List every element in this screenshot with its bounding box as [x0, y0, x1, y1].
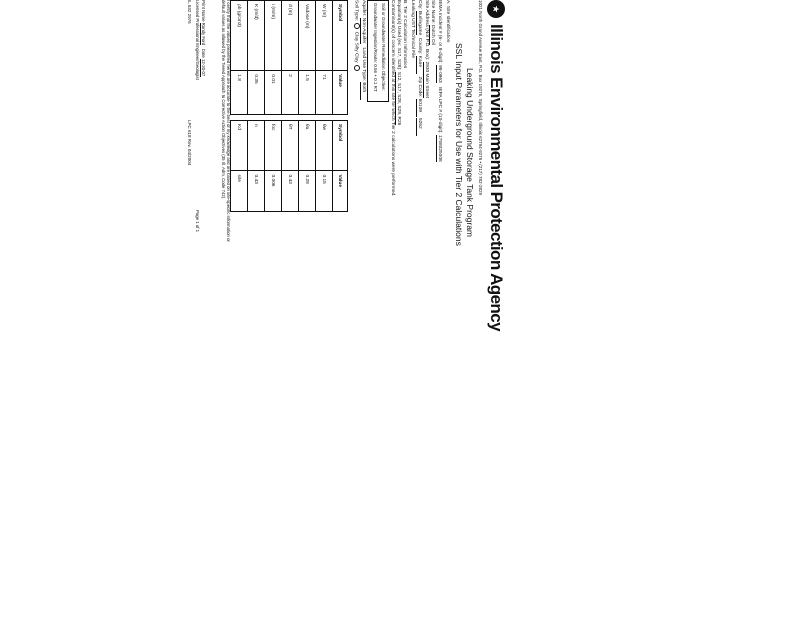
col-header: Symbol: [333, 121, 348, 171]
site-address-label: Site Address (Not P.O. Box):: [424, 0, 429, 61]
address-row: [423, 0, 429, 98]
table-row: [265, 1, 282, 115]
section-b-detail: Contaminant(s) of concern identified at this site for which Tier 2 calculations were performed.: [390, 0, 395, 197]
cell: Vadose (m): [299, 1, 316, 71]
table-row: [316, 1, 333, 115]
table-row: [299, 1, 316, 115]
cell: 1.8: [231, 71, 248, 115]
table-row: [299, 121, 316, 212]
incident-value: 98-0963: [437, 65, 442, 83]
table-row: [282, 121, 299, 212]
remediation-box: [367, 0, 389, 102]
section-b-heading: B. Tier 2 Calculation Information: [402, 0, 407, 69]
cell: ρb (g/cm3): [231, 1, 248, 71]
city-value: Burlingame: [417, 10, 422, 36]
certification-text: I certify that the values presented herein are accurate to the best of my knowledge and are based on site-specific information or default values as allowed by the Tiered Approach to Corrective Action Objectives (35 Ill. Adm. Code 742).: [221, 0, 231, 242]
form-subtitle: SSL Input Parameters for Use with Tier 2 Calculations: [454, 43, 464, 246]
zip-extra: 5262: [416, 118, 422, 136]
date-value: 12-20-07: [201, 59, 206, 77]
city-row: [416, 0, 422, 136]
agency-address: 1021 North Grand Avenue East, P.O. Box 19276, Springfield, Illinois 62794-9276 • (217) 782-2829: [478, 0, 483, 196]
cell: 0.43: [282, 171, 299, 212]
zip-value: 60109: [416, 99, 422, 117]
cell: θT: [282, 121, 299, 171]
equation-label: Equation(s) Used (ex: S17, S28):: [396, 0, 401, 71]
site-name-value: Dutch Oil: [430, 25, 435, 45]
table-row: [231, 121, 248, 212]
cell: 0.006: [265, 171, 282, 212]
aquifer-row: [360, 0, 366, 100]
license-label: Licensed Professional Engineer/Geologist: [195, 0, 200, 80]
city-label: City:: [417, 0, 422, 10]
cell: site: [231, 171, 248, 212]
cell: Kd: [231, 121, 248, 171]
cell: 2: [282, 71, 299, 115]
equation-value: S12, S17, S28, S29, R26: [396, 71, 401, 126]
cell: 1.5: [299, 71, 316, 115]
epa-id-label: IEPA LPC # (10-digit):: [437, 87, 442, 134]
box-line-2: Groundwater Ingestion/Route: 0.56 + 0.1 RT: [373, 3, 378, 92]
parameter-table-right: [230, 120, 348, 212]
reference-rows: [0, 0, 1, 1]
ssl-label: Leaking UST Technical File: [410, 0, 415, 58]
table-row: [282, 1, 299, 115]
col-header: Value: [333, 71, 348, 115]
table-row: [248, 1, 265, 115]
soil-options: Clay Silty Clay: [353, 31, 359, 63]
page-number: Page 1 of 1: [195, 210, 200, 232]
cell: 71: [316, 71, 333, 115]
footer-right: LPC 618 Rev. 04/2004: [187, 120, 192, 166]
sign-name-row: [200, 0, 206, 77]
cell: 0.28: [299, 171, 316, 212]
table-row: [316, 121, 333, 212]
col-header: Symbol: [333, 1, 348, 71]
land-use-value: Both: [360, 82, 366, 100]
cell: θa: [299, 121, 316, 171]
program-title: Leaking Underground Storage Tank Program: [465, 68, 475, 238]
print-name-value: Randy Ford: [201, 22, 206, 46]
cell: 0.15: [316, 171, 333, 212]
cell: K (m/d): [248, 1, 265, 71]
site-name-row: [429, 0, 435, 45]
epa-id-value: 1758025008: [437, 134, 442, 162]
col-header: Value: [333, 171, 348, 212]
box-line-1: Soil or Groundwater Remediation Objective:: [381, 3, 386, 91]
incident-row: [436, 0, 442, 162]
cell: foc: [265, 121, 282, 171]
cell: d (m): [282, 1, 299, 71]
land-use-label: Land Use Type:: [361, 47, 366, 82]
cell: 0.35: [248, 71, 265, 115]
cell: θw: [316, 121, 333, 171]
scanned-form: [86, 0, 506, 331]
cell: 0.01: [265, 71, 282, 115]
table-row: [231, 1, 248, 115]
cell: 0.43: [248, 171, 265, 212]
table-row: [248, 121, 265, 212]
zip-label: Zip Code:: [417, 76, 422, 98]
incident-label: IEMA Incident # (6- or 8-digit):: [437, 0, 442, 64]
cell: n: [248, 121, 265, 171]
agency-seal-logo: ★: [487, 0, 505, 18]
county-value: Kane: [416, 56, 422, 74]
print-name-label: Print Name: [201, 0, 206, 22]
aquifer-value: Non-Aquifer: [361, 17, 366, 44]
equation-row: [395, 0, 401, 125]
site-name-label: Site Name:: [430, 0, 435, 24]
soil-label: Soil Type:: [353, 0, 359, 21]
section-a-heading: A. Site Identification: [445, 0, 450, 43]
aquifer-label: Aquifer:: [361, 0, 366, 17]
footer-left: IL 532 2976: [187, 0, 192, 24]
soil-row: [354, 0, 360, 72]
date-label: Date: [201, 48, 206, 58]
cell: W (m): [316, 1, 333, 71]
soil-radio-icon[interactable]: [354, 23, 360, 29]
parameter-table-left: [230, 0, 348, 115]
county-label: County:: [417, 37, 422, 55]
site-address-value: 2930 Main Street: [424, 61, 429, 99]
ref-row: [0, 0, 1, 1]
agency-name: Illinois Environmental Protection Agency: [487, 24, 506, 331]
table-row: [265, 121, 282, 212]
cell: i (m/m): [265, 1, 282, 71]
soil-radio-2-icon[interactable]: [354, 65, 360, 71]
